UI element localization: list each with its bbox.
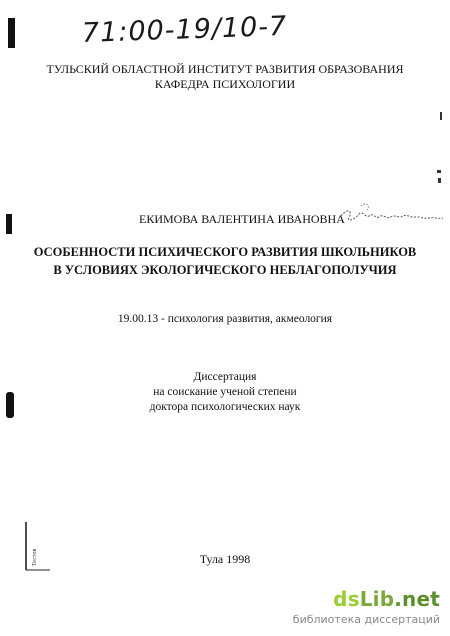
institution-header [0,62,450,92]
dslib-watermark [292,587,446,633]
dissertation-title [0,243,450,279]
scan-mark-right-mid2 [438,178,441,183]
degree-line-1: Диссертация [193,371,257,383]
city-year: Тула 1998 [199,552,251,566]
institution-name: ТУЛЬСКИЙ ОБЛАСТНОЙ ИНСТИТУТ РАЗВИТИЯ ОБРАЗОВАНИЯ [46,62,404,76]
handwritten-signature [337,198,447,228]
degree-line-3: доктора психологических наук [149,401,301,413]
handwritten-code: 71:00-19/10-7 [81,10,288,49]
scan-mark-top-left [8,18,15,48]
specialty-code: 19.00.13 - психология развития, акмеология [117,313,333,325]
author-name: ЕКИМОВА ВАЛЕНТИНА ИВАНОВНА [139,212,345,226]
department-name: КАФЕДРА ПСИХОЛОГИИ [154,77,296,91]
scan-mark-mid-left [6,214,12,234]
degree-line-2: на соискание ученой степени [153,386,297,398]
title-line-1: ОСОБЕННОСТИ ПСИХИЧЕСКОГО РАЗВИТИЯ ШКОЛЬНИКОВ [33,245,417,259]
watermark-subtitle: библиотека диссертаций [292,613,440,626]
title-line-2: В УСЛОВИЯХ ЭКОЛОГИЧЕСКОГО НЕБЛАГОПОЛУЧИЯ [53,263,397,277]
watermark-logo: dsLib.net [333,587,440,611]
stamp-text: Тестов [32,548,38,566]
scan-mark-right-top [440,112,442,120]
scan-mark-right-mid [437,170,441,173]
degree-block [0,370,450,415]
